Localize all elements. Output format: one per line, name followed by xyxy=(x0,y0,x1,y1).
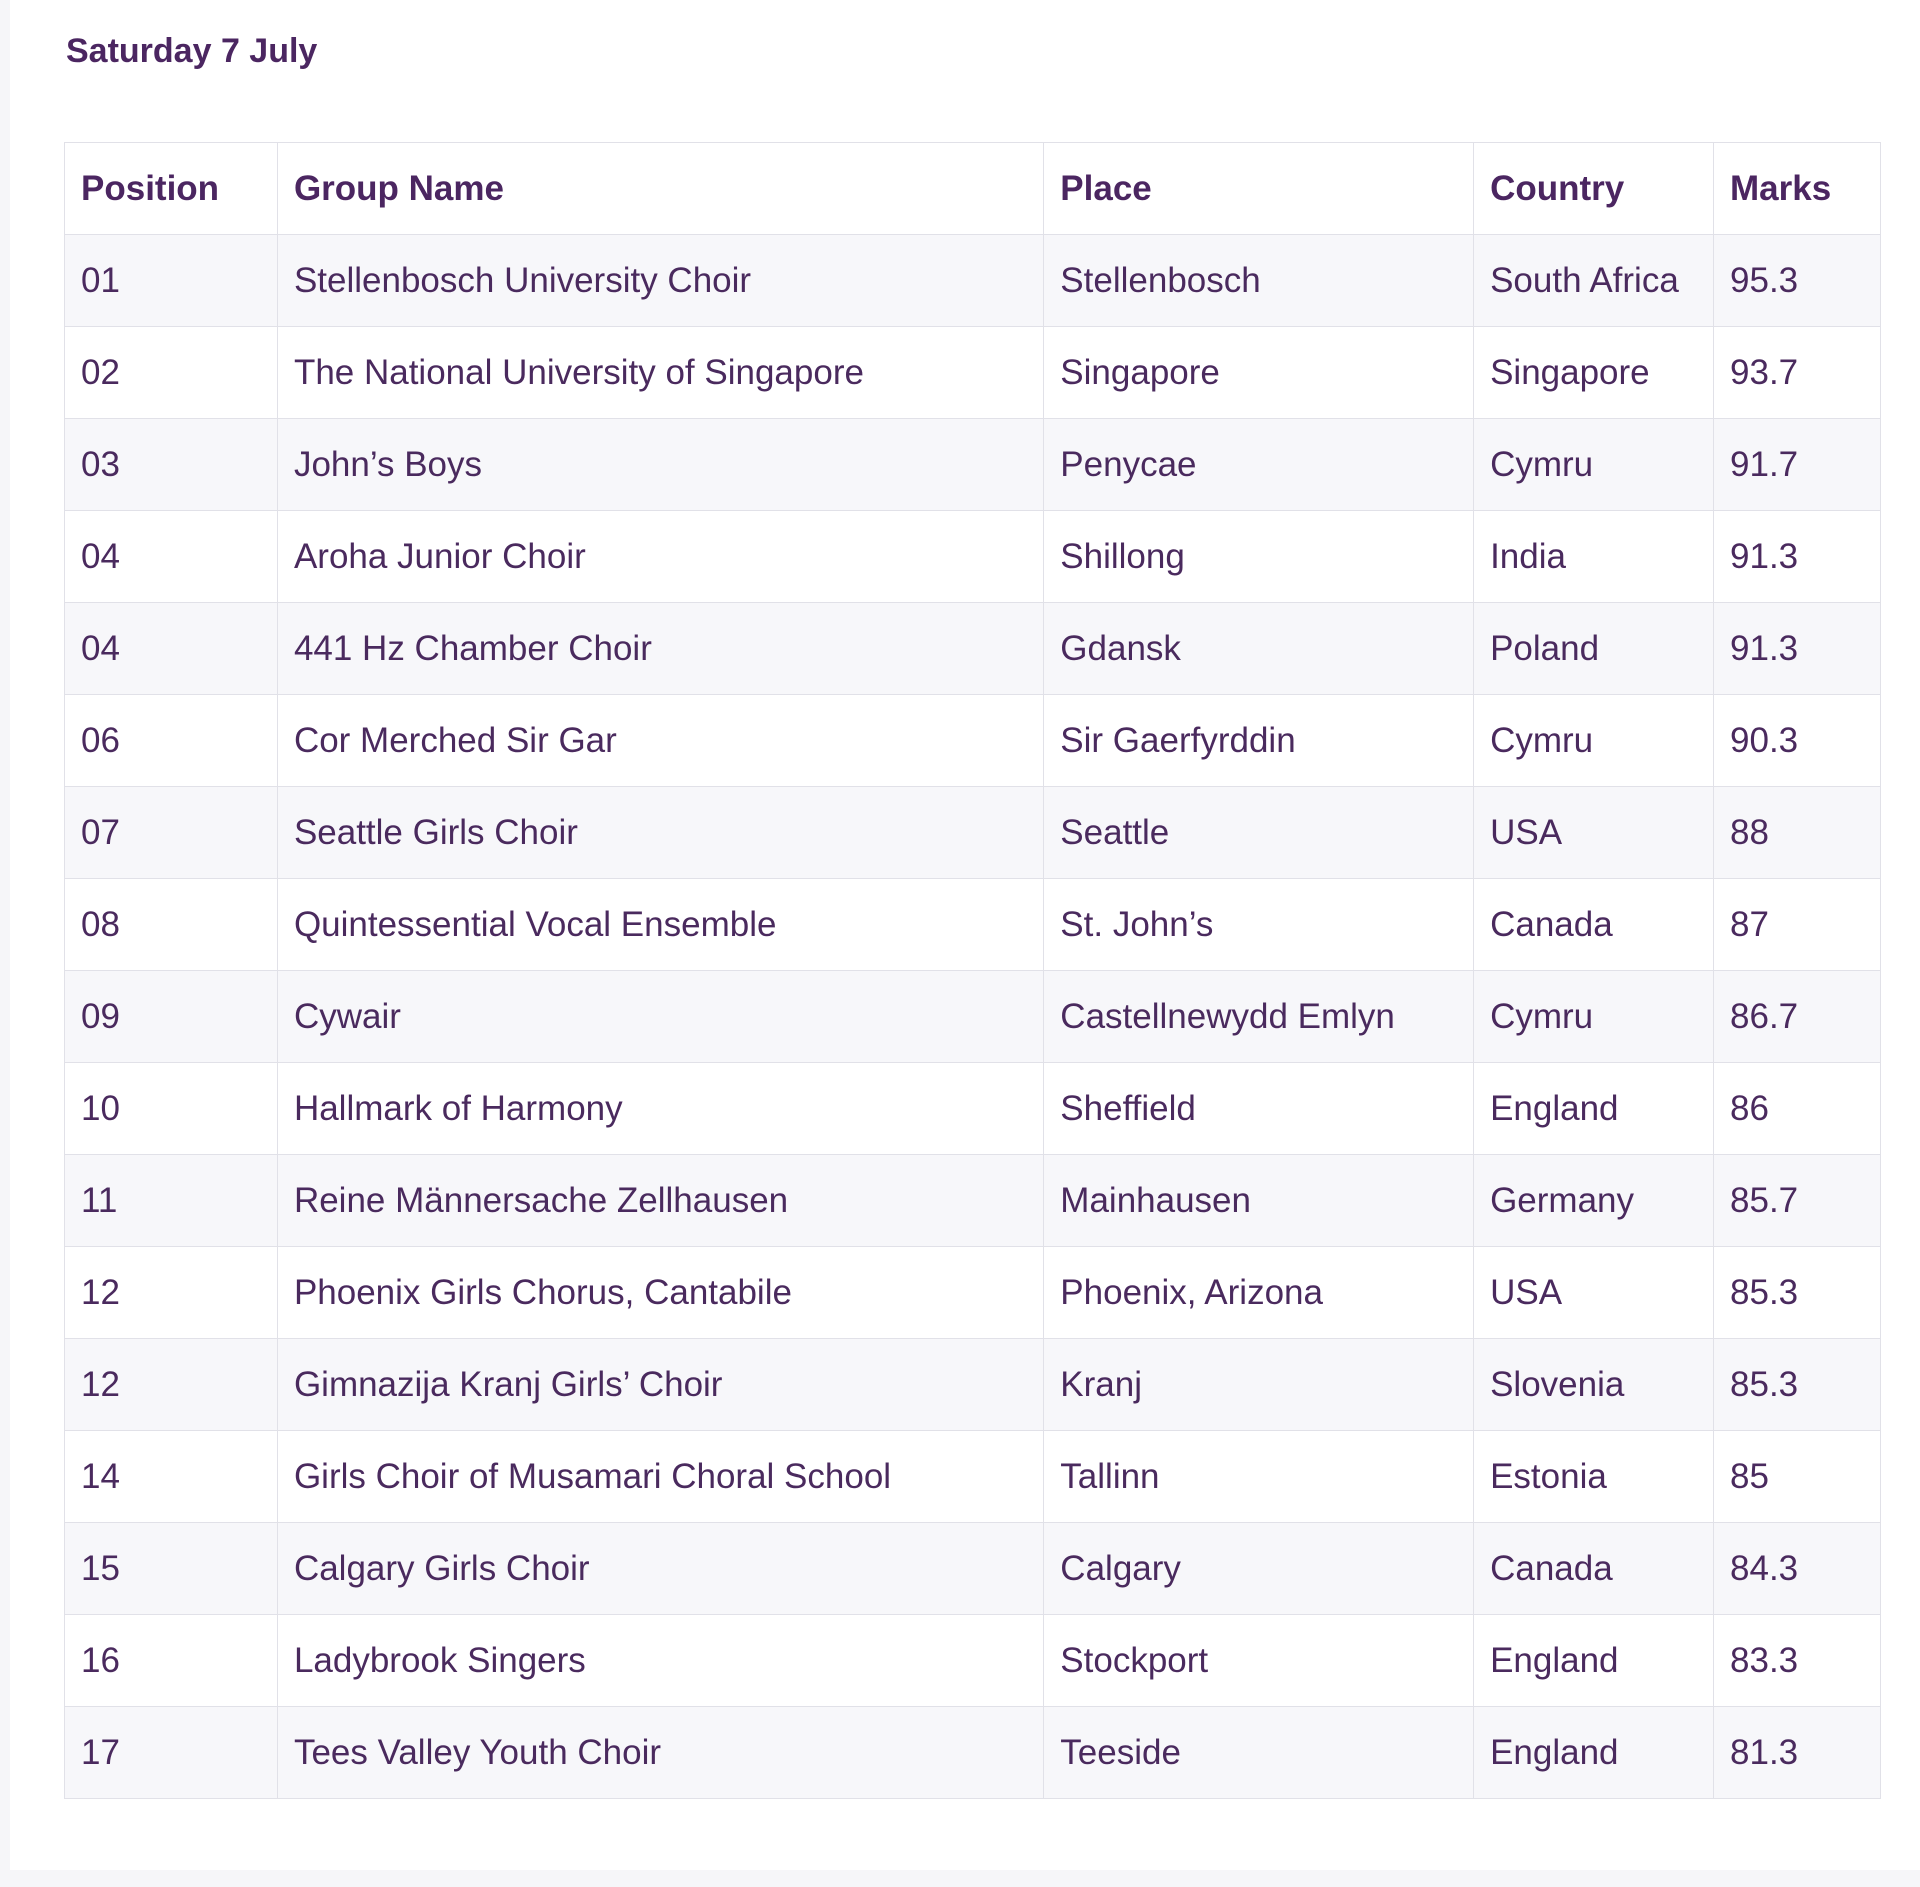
cell-place: St. John’s xyxy=(1044,879,1474,971)
cell-group-name: Cor Merched Sir Gar xyxy=(277,695,1043,787)
table-row xyxy=(65,511,1881,603)
cell-position: 02 xyxy=(65,327,278,419)
cell-position: 03 xyxy=(65,419,278,511)
column-header-group-name: Group Name xyxy=(277,143,1043,235)
cell-country: South Africa xyxy=(1474,235,1714,327)
cell-marks: 81.3 xyxy=(1714,1707,1881,1799)
cell-position: 07 xyxy=(65,787,278,879)
cell-marks: 91.3 xyxy=(1714,603,1881,695)
table-row xyxy=(65,971,1881,1063)
cell-position: 17 xyxy=(65,1707,278,1799)
cell-country: Canada xyxy=(1474,879,1714,971)
cell-marks: 91.7 xyxy=(1714,419,1881,511)
table-row xyxy=(65,695,1881,787)
cell-marks: 85.3 xyxy=(1714,1247,1881,1339)
cell-marks: 85.7 xyxy=(1714,1155,1881,1247)
cell-group-name: Ladybrook Singers xyxy=(277,1615,1043,1707)
table-row xyxy=(65,1431,1881,1523)
table-row xyxy=(65,235,1881,327)
cell-place: Phoenix, Arizona xyxy=(1044,1247,1474,1339)
cell-group-name: Tees Valley Youth Choir xyxy=(277,1707,1043,1799)
cell-group-name: Girls Choir of Musamari Choral School xyxy=(277,1431,1043,1523)
table-row xyxy=(65,879,1881,971)
cell-group-name: Hallmark of Harmony xyxy=(277,1063,1043,1155)
cell-place: Sheffield xyxy=(1044,1063,1474,1155)
page-left-edge xyxy=(0,0,10,1887)
cell-place: Teeside xyxy=(1044,1707,1474,1799)
cell-group-name: Seattle Girls Choir xyxy=(277,787,1043,879)
table-row xyxy=(65,1339,1881,1431)
cell-marks: 86 xyxy=(1714,1063,1881,1155)
cell-country: India xyxy=(1474,511,1714,603)
cell-group-name: The National University of Singapore xyxy=(277,327,1043,419)
cell-country: Cymru xyxy=(1474,695,1714,787)
cell-place: Shillong xyxy=(1044,511,1474,603)
cell-place: Stellenbosch xyxy=(1044,235,1474,327)
cell-group-name: Phoenix Girls Chorus, Cantabile xyxy=(277,1247,1043,1339)
table-row xyxy=(65,419,1881,511)
cell-place: Kranj xyxy=(1044,1339,1474,1431)
cell-country: USA xyxy=(1474,787,1714,879)
cell-marks: 85.3 xyxy=(1714,1339,1881,1431)
cell-position: 01 xyxy=(65,235,278,327)
cell-place: Singapore xyxy=(1044,327,1474,419)
table-row xyxy=(65,787,1881,879)
cell-position: 10 xyxy=(65,1063,278,1155)
cell-group-name: Calgary Girls Choir xyxy=(277,1523,1043,1615)
cell-marks: 84.3 xyxy=(1714,1523,1881,1615)
cell-country: England xyxy=(1474,1707,1714,1799)
cell-group-name: Gimnazija Kranj Girls’ Choir xyxy=(277,1339,1043,1431)
cell-marks: 93.7 xyxy=(1714,327,1881,419)
cell-position: 09 xyxy=(65,971,278,1063)
cell-position: 11 xyxy=(65,1155,278,1247)
cell-position: 14 xyxy=(65,1431,278,1523)
cell-group-name: 441 Hz Chamber Choir xyxy=(277,603,1043,695)
cell-place: Stockport xyxy=(1044,1615,1474,1707)
table-row xyxy=(65,1615,1881,1707)
cell-position: 15 xyxy=(65,1523,278,1615)
cell-marks: 88 xyxy=(1714,787,1881,879)
table-row xyxy=(65,603,1881,695)
cell-position: 08 xyxy=(65,879,278,971)
cell-country: Cymru xyxy=(1474,419,1714,511)
cell-place: Seattle xyxy=(1044,787,1474,879)
cell-place: Castellnewydd Emlyn xyxy=(1044,971,1474,1063)
cell-position: 12 xyxy=(65,1247,278,1339)
cell-country: USA xyxy=(1474,1247,1714,1339)
table-row xyxy=(65,1155,1881,1247)
column-header-country: Country xyxy=(1474,143,1714,235)
cell-position: 06 xyxy=(65,695,278,787)
cell-position: 12 xyxy=(65,1339,278,1431)
cell-place: Gdansk xyxy=(1044,603,1474,695)
results-table-header xyxy=(65,143,1881,235)
cell-place: Sir Gaerfyrddin xyxy=(1044,695,1474,787)
cell-position: 04 xyxy=(65,511,278,603)
cell-place: Calgary xyxy=(1044,1523,1474,1615)
table-row xyxy=(65,1247,1881,1339)
cell-country: Poland xyxy=(1474,603,1714,695)
cell-place: Tallinn xyxy=(1044,1431,1474,1523)
table-row xyxy=(65,1063,1881,1155)
column-header-position: Position xyxy=(65,143,278,235)
results-table xyxy=(64,142,1881,1799)
cell-marks: 90.3 xyxy=(1714,695,1881,787)
cell-group-name: Cywair xyxy=(277,971,1043,1063)
cell-marks: 85 xyxy=(1714,1431,1881,1523)
cell-country: Germany xyxy=(1474,1155,1714,1247)
cell-group-name: John’s Boys xyxy=(277,419,1043,511)
cell-position: 16 xyxy=(65,1615,278,1707)
cell-marks: 86.7 xyxy=(1714,971,1881,1063)
cell-place: Mainhausen xyxy=(1044,1155,1474,1247)
cell-group-name: Stellenbosch University Choir xyxy=(277,235,1043,327)
cell-position: 04 xyxy=(65,603,278,695)
cell-marks: 87 xyxy=(1714,879,1881,971)
cell-group-name: Quintessential Vocal Ensemble xyxy=(277,879,1043,971)
column-header-marks: Marks xyxy=(1714,143,1881,235)
cell-marks: 91.3 xyxy=(1714,511,1881,603)
cell-marks: 95.3 xyxy=(1714,235,1881,327)
date-heading: Saturday 7 July xyxy=(66,32,318,70)
cell-country: Canada xyxy=(1474,1523,1714,1615)
cell-country: Estonia xyxy=(1474,1431,1714,1523)
table-row xyxy=(65,1707,1881,1799)
cell-country: England xyxy=(1474,1063,1714,1155)
table-row xyxy=(65,1523,1881,1615)
column-header-place: Place xyxy=(1044,143,1474,235)
page-bottom-edge xyxy=(0,1870,1920,1887)
results-table-body xyxy=(65,235,1881,1799)
cell-country: England xyxy=(1474,1615,1714,1707)
header-row xyxy=(65,143,1881,235)
cell-marks: 83.3 xyxy=(1714,1615,1881,1707)
cell-country: Singapore xyxy=(1474,327,1714,419)
cell-country: Cymru xyxy=(1474,971,1714,1063)
table-row xyxy=(65,327,1881,419)
cell-place: Penycae xyxy=(1044,419,1474,511)
cell-group-name: Aroha Junior Choir xyxy=(277,511,1043,603)
cell-country: Slovenia xyxy=(1474,1339,1714,1431)
cell-group-name: Reine Männersache Zellhausen xyxy=(277,1155,1043,1247)
